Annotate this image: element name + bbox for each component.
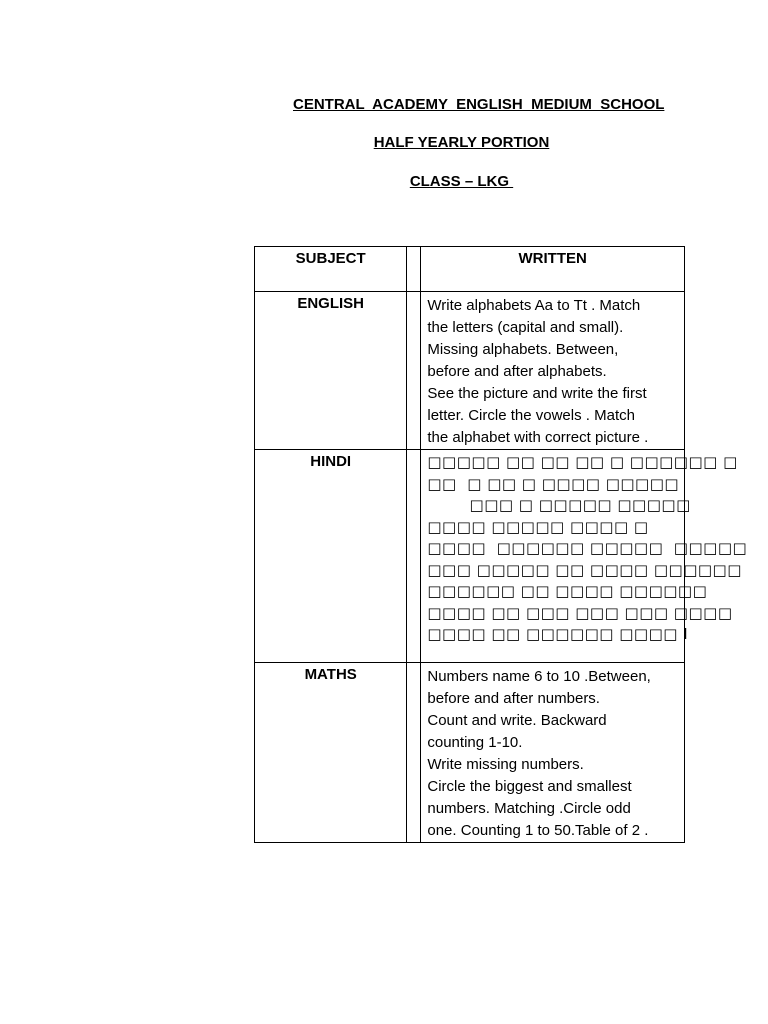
subject-cell-english: ENGLISH: [255, 292, 407, 450]
spacer-cell: [407, 292, 421, 450]
table-row: [255, 292, 685, 450]
subject-cell-maths: MATHS: [255, 663, 407, 843]
class-label-heading: CLASS – LKG: [409, 173, 514, 190]
table-row: [255, 450, 685, 663]
written-cell-english: Write alphabets Aa to Tt . Match the letters (capital and small). Missing alphabets. Between, before and after alphabets. See the picture and write the first letter. Circle the vowels . Match the alphabet with correct picture .: [421, 292, 685, 450]
portion-title-heading: HALF YEARLY PORTION: [373, 134, 550, 151]
school-name-heading: CENTRAL ACADEMY ENGLISH MEDIUM SCHOOL: [293, 96, 665, 113]
table-header-row: [255, 247, 685, 292]
spacer-cell: [407, 247, 421, 292]
spacer-cell: [407, 450, 421, 663]
subject-cell-hindi: HINDI: [255, 450, 407, 663]
written-header: WRITTEN: [421, 247, 685, 292]
table-row: [255, 663, 685, 843]
subject-header: SUBJECT: [255, 247, 407, 292]
written-cell-hindi: □□□□□ □□ □□ □□ □ □□□□□□ □ □□ □ □□ □ □□□□ □□□□□ □□□ □ □□□□□ □□□□□ □□□□ □□□□□ □□□□ □ □□□□ □□□□□□ □□□□□ □□□□□ □□□ □□□□□ □□ □□□□ □□□□□□ □□□□□□ □□ □□□□ □□□□□□ □□□□ □□ □□□ □□□ □□□ □□□□ □□□□ □□ □□□□□□ □□□□ I: [421, 450, 685, 663]
written-cell-maths: Numbers name 6 to 10 .Between, before and after numbers. Count and write. Backward counting 1-10. Write missing numbers. Circle the biggest and smallest numbers. Matching .Circle odd one. Counting 1 to 50.Table of 2 .: [421, 663, 685, 843]
spacer-cell: [407, 663, 421, 843]
portion-table: [254, 246, 748, 843]
